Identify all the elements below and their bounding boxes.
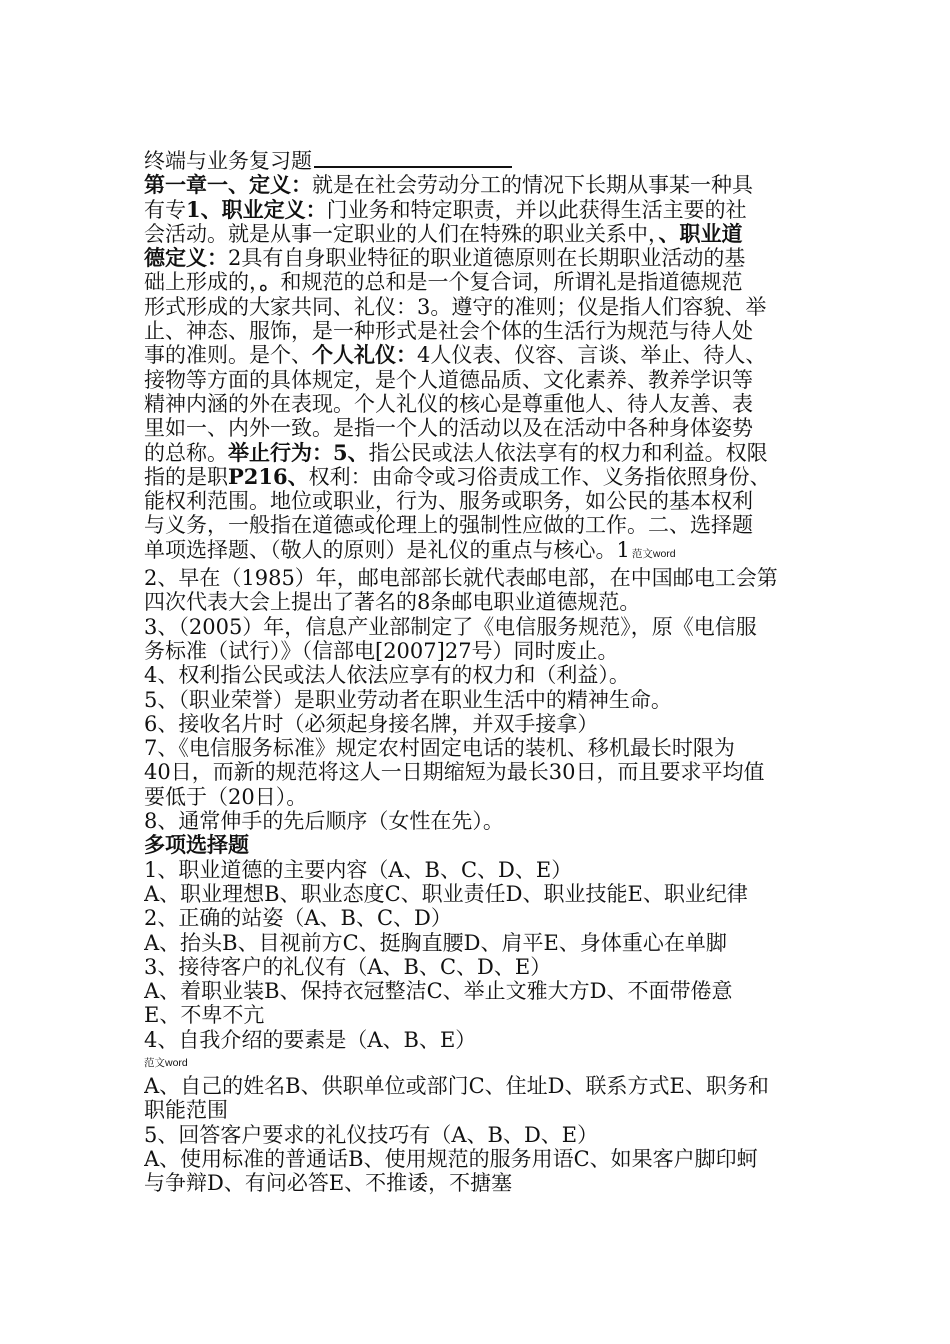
- text-line: 能权利范围。地位或职业，行为、服务或职务，如公民的基本权利: [144, 489, 753, 514]
- document-title-line: [144, 148, 812, 173]
- text-line: 形式形成的大家共同、礼仪：3。遵守的准则；仪是指人们容貌、举: [144, 294, 767, 319]
- document-body: [144, 148, 812, 1195]
- text-line: 里如一、内外一致。是指一个人的活动以及在活动中各种身体姿势: [144, 416, 753, 441]
- question-line: 4、自我介绍的要素是（A、B、E）: [144, 1027, 477, 1052]
- text-line: 止、神态、服饰，是一种形式是社会个体的生活行为规范与待人处: [144, 319, 753, 344]
- bold-term: 1、职业定义：: [186, 197, 327, 222]
- question-line: A、职业理想B、职业态度C、职业责任D、职业技能E、职业纪律: [144, 881, 748, 906]
- question-line: 职能范围: [144, 1098, 228, 1123]
- bold-term: 、职业道: [658, 221, 743, 246]
- question-line: 8、通常伸手的先后顺序（女性在先）。: [144, 809, 504, 834]
- question-line: A、着职业装B、保持衣冠整洁C、举止文雅大方D、不面带倦意: [144, 979, 733, 1004]
- page-footer-note: 范文word: [144, 1056, 188, 1069]
- text-run: 础上形成的，: [144, 270, 260, 295]
- text-run: 会活动。就是从事一定职业的人们在特殊的职业关系中，: [144, 221, 659, 246]
- text-run: 的总称。: [144, 440, 228, 465]
- question-line: 2、正确的站姿（A、B、C、D）: [144, 906, 452, 931]
- question-line: A、使用标准的普通话B、使用规范的服务用语C、如果客户脚印蚵: [144, 1146, 758, 1171]
- question-line: A、抬头B、目视前方C、挺胸直腰D、肩平E、身体重心在单脚: [144, 930, 727, 955]
- page-footer-note: 范文word: [631, 547, 676, 560]
- question-line: 务标准（试行）》（信部电[2007]27号）同时废止。: [144, 638, 619, 663]
- text-run: 事的准则。是个、: [144, 343, 312, 368]
- title-underline: [314, 148, 512, 168]
- text-run: 单项选择题、（敬人的原则）是礼仪的重点与核心。1: [144, 537, 630, 562]
- text-run: 4人仪表、仪容、言谈、举止、待人、: [417, 343, 767, 368]
- text-run: 就是在社会劳动分工的情况下长期从事某一种具: [312, 173, 753, 198]
- text-run: 权利：由命令或习俗责成工作、义务指依照身份、: [308, 464, 771, 489]
- bold-term: 第一章一、定义：: [144, 173, 312, 198]
- question-line: 与争辩D、有问必答E、不推诿，不搪塞: [144, 1171, 513, 1196]
- question-line: A、自己的姓名B、供职单位或部门C、住址D、联系方式E、职务和: [144, 1073, 769, 1098]
- question-line: 40日，而新的规范将这人一日期缩短为最长30日，而且要求平均值: [144, 760, 765, 785]
- section-heading: 多项选择题: [144, 833, 249, 858]
- text-line: [144, 222, 812, 246]
- question-line: 5、回答客户要求的礼仪技巧有（A、B、D、E）: [144, 1122, 599, 1147]
- question-line: 3、接待客户的礼仪有（A、B、C、D、E）: [144, 954, 552, 979]
- question-line: 7、《电信服务标准》规定农村固定电话的装机、移机最长时限为: [144, 736, 735, 761]
- text-line: [144, 343, 812, 367]
- text-run: 有专: [144, 197, 186, 222]
- document-title: 终端与业务复习题: [144, 149, 312, 173]
- text-run: 门业务和特定职责，并以此获得生活主要的社: [326, 197, 747, 222]
- question-line: 2、早在（1985）年，邮电部部长就代表邮电部，在中国邮电工会第: [144, 566, 778, 591]
- text-line: 与义务，一般指在道德或伦理上的强制性应做的工作。二、选择题: [144, 513, 753, 538]
- question-line: 5、（职业荣誉）是职业劳动者在职业生活中的精神生命。: [144, 687, 672, 712]
- text-line: [144, 538, 812, 566]
- text-line: [144, 270, 812, 294]
- question-line: 四次代表大会上提出了著名的8条邮电职业道德规范。: [144, 590, 641, 615]
- bold-term: 个人礼仪：: [312, 343, 417, 368]
- text-run: 和规范的总和是一个复合词，所谓礼是指道德规范: [280, 270, 743, 295]
- text-line: [144, 173, 812, 197]
- text-run: 指公民或法人依法享有的权力和利益。权限: [368, 440, 768, 465]
- text-line: [144, 465, 812, 489]
- question-line: 要低于（20日）。: [144, 784, 308, 809]
- question-line: E、不卑不亢: [144, 1003, 265, 1028]
- text-line: 精神内涵的外在表现。个人礼仪的核心是尊重他人、待人友善、表: [144, 391, 753, 416]
- question-line: 4、权利指公民或法人依法应享有的权力和（利益）。: [144, 663, 630, 688]
- text-line: [144, 246, 812, 270]
- question-line: 6、接收名片时（必须起身接名牌，并双手接拿）: [144, 711, 599, 736]
- text-line: [144, 441, 812, 465]
- bold-term: P216、: [228, 464, 309, 489]
- text-line: 接物等方面的具体规定，是个人道德品质、文化素养、教养学识等: [144, 367, 753, 392]
- bold-term: 德定义：: [144, 246, 228, 271]
- text-run: 2具有自身职业特征的职业道德原则在长期职业活动的基: [228, 246, 746, 271]
- text-line: [144, 198, 812, 222]
- question-line: 3、（2005）年，信息产业部制定了《电信服务规范》，原《电信服: [144, 614, 757, 639]
- bold-term: 。: [259, 270, 281, 295]
- question-line: 1、职业道德的主要内容（A、B、C、D、E）: [144, 857, 573, 882]
- bold-term: 举止行为：5、: [228, 440, 369, 465]
- text-run: 指的是职: [144, 464, 228, 489]
